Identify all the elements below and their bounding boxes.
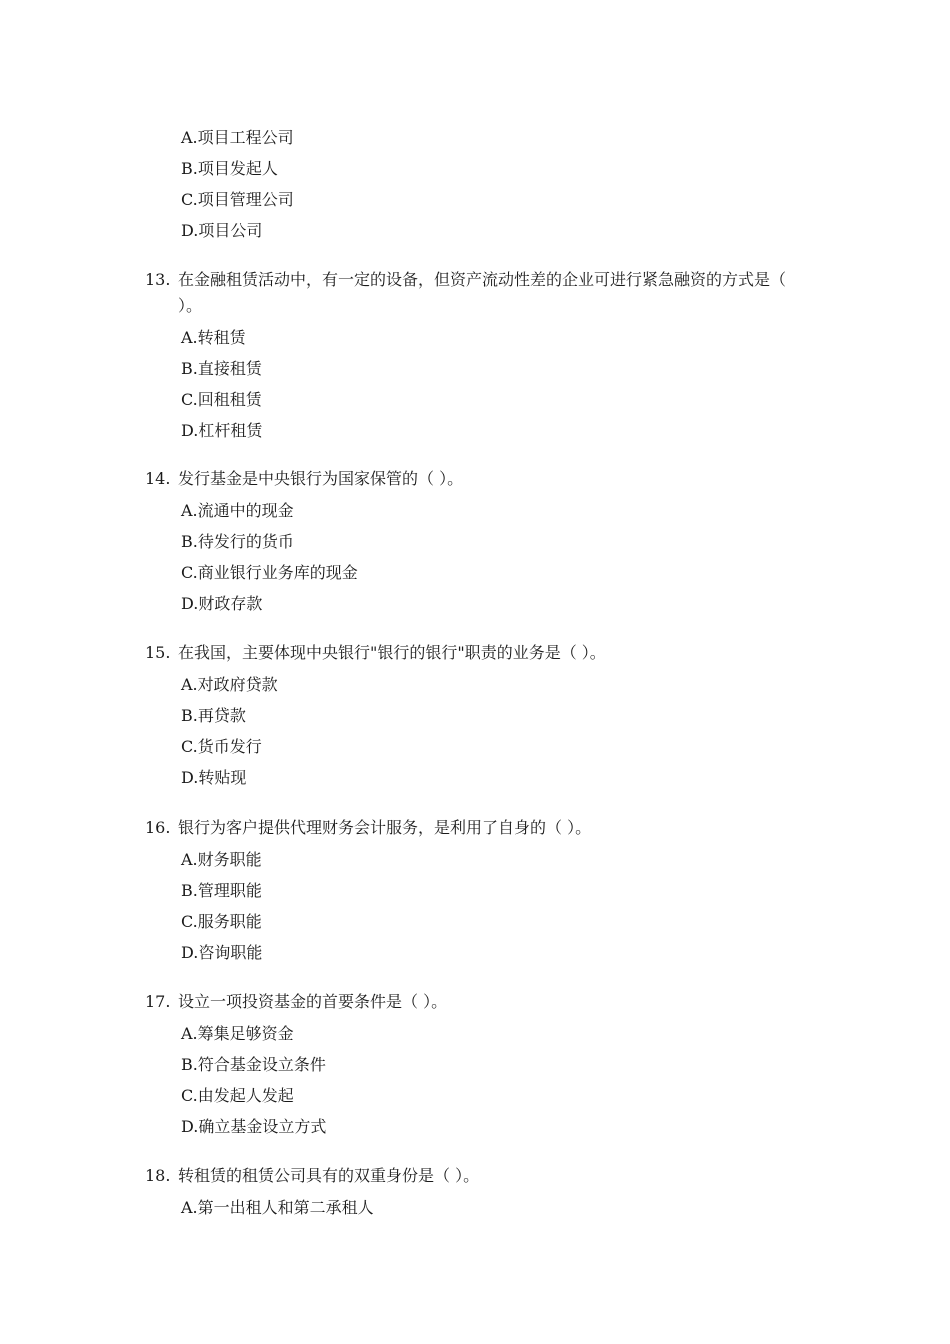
option-b: B.待发行的货币 — [181, 532, 294, 551]
question-header — [145, 989, 810, 1015]
question-header — [145, 267, 810, 319]
option-b: B.项目发起人 — [181, 159, 278, 178]
question-options — [181, 495, 810, 619]
question-12-options — [181, 122, 294, 246]
option-c: C.服务职能 — [181, 912, 262, 931]
question-text: 银行为客户提供代理财务会计服务，是利用了自身的（ ）。 — [178, 818, 592, 837]
option-d: D.转贴现 — [181, 768, 247, 787]
question-header — [145, 466, 810, 492]
option-b: B.直接租赁 — [181, 359, 262, 378]
question-13 — [145, 267, 810, 446]
option-c: C.由发起人发起 — [181, 1086, 294, 1105]
question-header — [145, 640, 810, 666]
option-c: C.回租租赁 — [181, 390, 262, 409]
question-options — [181, 1192, 810, 1223]
question-14 — [145, 466, 810, 619]
question-number: 17. — [145, 992, 171, 1011]
option-d: D.确立基金设立方式 — [181, 1117, 327, 1136]
question-text: 在金融租赁活动中，有一定的设备，但资产流动性差的企业可进行紧急融资的方式是（ ）。 — [178, 270, 787, 315]
option-d: D.杠杆租赁 — [181, 421, 263, 440]
option-a: A.对政府贷款 — [181, 675, 278, 694]
question-number: 13. — [145, 270, 171, 289]
question-text: 在我国，主要体现中央银行"银行的银行"职责的业务是（ ）。 — [178, 643, 606, 662]
option-d: D.项目公司 — [181, 221, 263, 240]
question-number: 18. — [145, 1166, 171, 1185]
option-b: B.符合基金设立条件 — [181, 1055, 326, 1074]
question-number: 14. — [145, 469, 171, 488]
option-a: A.流通中的现金 — [181, 501, 294, 520]
option-c: C.商业银行业务库的现金 — [181, 563, 358, 582]
question-header — [145, 815, 810, 841]
question-number: 16. — [145, 818, 171, 837]
question-text: 转租赁的租赁公司具有的双重身份是（ ）。 — [178, 1166, 480, 1185]
option-a: A.第一出租人和第二承租人 — [181, 1198, 374, 1217]
option-b: B.管理职能 — [181, 881, 262, 900]
option-d: D.财政存款 — [181, 594, 263, 613]
option-a: A.项目工程公司 — [181, 128, 294, 147]
question-18 — [145, 1163, 810, 1223]
option-d: D.咨询职能 — [181, 943, 263, 962]
question-text: 发行基金是中央银行为国家保管的（ ）。 — [178, 469, 464, 488]
option-c: C.项目管理公司 — [181, 190, 294, 209]
option-a: A.转租赁 — [181, 328, 246, 347]
question-options — [181, 669, 810, 793]
question-header — [145, 1163, 810, 1189]
option-a: A.筹集足够资金 — [181, 1024, 294, 1043]
option-b: B.再贷款 — [181, 706, 246, 725]
question-17 — [145, 989, 810, 1142]
question-16 — [145, 815, 810, 968]
question-number: 15. — [145, 643, 171, 662]
option-c: C.货币发行 — [181, 737, 262, 756]
question-options — [181, 844, 810, 968]
question-options — [181, 1018, 810, 1142]
question-15 — [145, 640, 810, 793]
question-options — [181, 322, 810, 446]
question-text: 设立一项投资基金的首要条件是（ ）。 — [178, 992, 448, 1011]
option-a: A.财务职能 — [181, 850, 262, 869]
